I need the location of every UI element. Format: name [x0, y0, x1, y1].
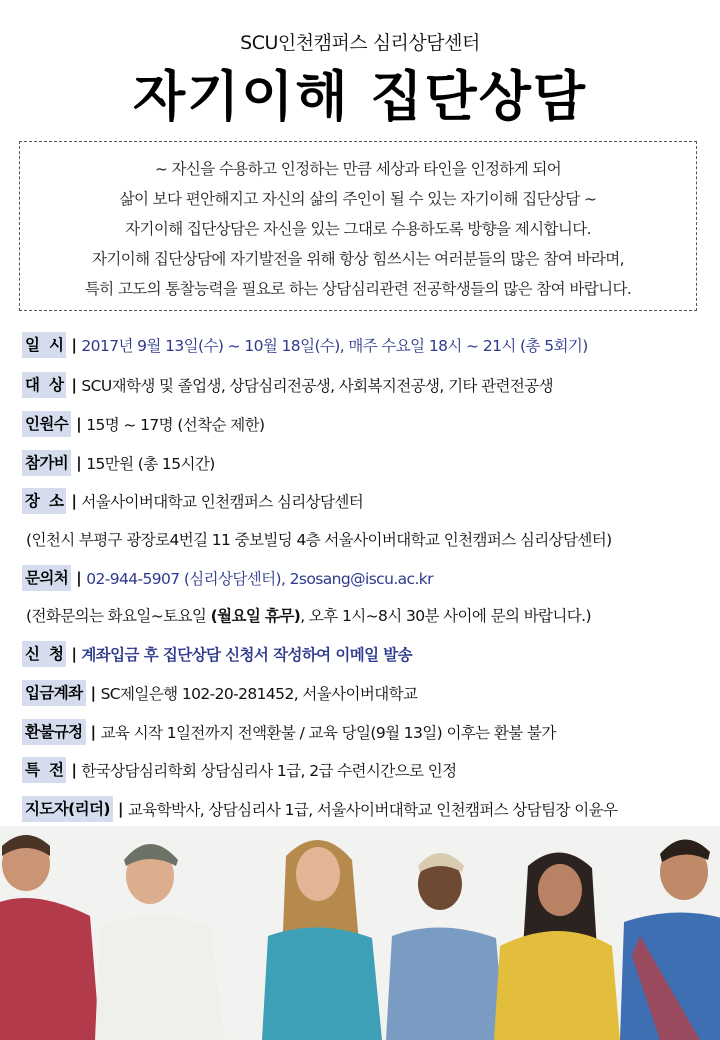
info-label: 장 소 [22, 488, 66, 514]
info-row-account [22, 679, 417, 707]
intro-line: 특히 고도의 통찰능력을 필요로 하는 상담심리관련 전공학생들의 많은 참여 바랍니다. [84, 280, 632, 298]
info-row-apply [22, 640, 412, 668]
intro-line: 삶이 보다 편안해지고 자신의 삶의 주인이 될 수 있는 자기이해 집단상담 ~ [119, 190, 597, 208]
separator: | [71, 645, 77, 663]
separator: | [117, 800, 123, 818]
info-row-contact [22, 564, 433, 592]
contact-note [26, 601, 591, 629]
intro-line: ~ 자신을 수용하고 인정하는 만큼 세상과 타인을 인정하게 되어 [154, 160, 562, 178]
info-value: 15명 ~ 17명 (선착순 제한) [86, 416, 265, 434]
info-label: 지도자(리더) [22, 796, 113, 822]
intro-box [19, 141, 697, 311]
separator: | [71, 336, 77, 354]
separator: | [71, 376, 77, 394]
group-photo [0, 826, 720, 1040]
separator: | [71, 492, 77, 510]
separator: | [90, 684, 96, 702]
separator: | [71, 761, 77, 779]
info-label: 입금계좌 [22, 680, 86, 706]
info-label: 참가비 [22, 450, 71, 476]
info-label: 특 전 [22, 757, 66, 783]
info-label: 문의처 [22, 565, 71, 591]
contact-note-text: (전화문의는 화요일~토요일 [26, 607, 211, 625]
info-value: 한국상담심리학회 상담심리사 1급, 2급 수련시간으로 인정 [81, 762, 457, 780]
info-label: 환불규정 [22, 719, 86, 745]
info-label: 일 시 [22, 332, 66, 358]
info-value: 교육 시작 1일전까지 전액환불 / 교육 당일(9월 13일) 이후는 환불 불가 [100, 724, 556, 742]
intro-line: 자기이해 집단상담에 자기발전을 위해 항상 힘쓰시는 여러분들의 많은 참여 바라며, [92, 250, 624, 268]
page-title: 자기이해 집단상담 [132, 65, 588, 128]
info-label: 인원수 [22, 411, 71, 437]
info-value: SC제일은행 102-20-281452, 서울사이버대학교 [100, 685, 418, 703]
separator: | [76, 454, 82, 472]
info-row-target [22, 371, 553, 399]
center-name: SCU인천캠퍼스 심리상담센터 [240, 32, 480, 54]
separator: | [90, 723, 96, 741]
contact-note-text: , 오후 1시~8시 30분 사이에 문의 바랍니다.) [300, 607, 591, 625]
info-row-refund [22, 718, 556, 746]
info-row-capacity [22, 410, 264, 438]
info-value: 계좌입금 후 집단상담 신청서 작성하여 이메일 발송 [81, 646, 413, 664]
info-label: 신 청 [22, 641, 66, 667]
info-row-fee [22, 449, 215, 477]
info-row-schedule [22, 331, 588, 359]
info-value: 교육학박사, 상담심리사 1급, 서울사이버대학교 인천캠퍼스 상담팀장 이윤우 [127, 801, 618, 819]
address-line: (인천시 부평구 광장로4번길 11 중보빌딩 4층 서울사이버대학교 인천캠퍼스 심리상담센터) [26, 531, 612, 549]
separator: | [76, 569, 82, 587]
info-value: 15만원 (총 15시간) [86, 455, 215, 473]
info-value: SCU재학생 및 졸업생, 상담심리전공생, 사회복지전공생, 기타 관련전공생 [81, 377, 554, 395]
info-value: 서울사이버대학교 인천캠퍼스 심리상담센터 [81, 493, 364, 511]
info-row-place [22, 487, 363, 515]
info-row-leader [22, 795, 617, 823]
info-value: 2017년 9월 13일(수) ~ 10월 18일(수), 매주 수요일 18시 ~ 21시 (총 5회기) [81, 337, 588, 355]
info-label: 대 상 [22, 372, 66, 398]
contact-note-holiday: (월요일 휴무) [210, 607, 301, 625]
separator: | [76, 415, 82, 433]
people-illustration [0, 826, 720, 1040]
intro-line: 자기이해 집단상담은 자신을 있는 그대로 수용하도록 방향을 제시합니다. [125, 220, 591, 238]
info-row-benefit [22, 756, 456, 784]
contact-link[interactable]: 02-944-5907 (심리상담센터), 2sosang@iscu.ac.kr [86, 570, 433, 588]
